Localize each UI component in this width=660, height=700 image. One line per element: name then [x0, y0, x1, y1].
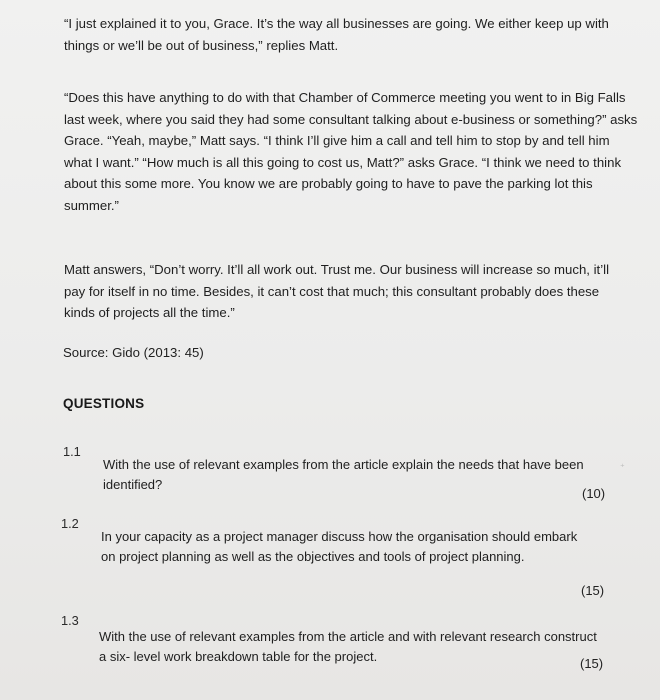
- question-2-number: 1.2: [61, 516, 79, 531]
- question-1-number: 1.1: [63, 444, 81, 459]
- question-2-text: In your capacity as a project manager discuss how the organisation should embark on project planning as well as the objectives and tools of project planning.: [101, 529, 578, 564]
- question-1-marks: (10): [582, 486, 606, 501]
- paragraph-2: “Does this have anything to do with that Chamber of Commerce meeting you went to in Big Falls last week, where you said they had some consultant talking about e-business or something?” asks Grace. “Yeah, maybe,” Matt says. “I think I’ll give him a call and tell him to stop by and tell him what I want.” “How much is all this going to cost us, Matt?” asks Grace. “I think we need to think about this some more. You know we are probably going to have to pave the parking lot this summer.”: [64, 90, 638, 213]
- question-3-marks: (15): [580, 656, 604, 671]
- questions-heading: QUESTIONS: [63, 396, 145, 411]
- paragraph-3: Matt answers, “Don’t worry. It’ll all work out. Trust me. Our business will increase so much, it’ll pay for itself in no time. Besides, it can’t cost that much; this consultant probably does these kinds of projects all the time.”: [64, 262, 609, 320]
- question-3-number: 1.3: [61, 613, 79, 628]
- source-citation: Source: Gido (2013: 45): [63, 345, 204, 360]
- paragraph-1: “I just explained it to you, Grace. It’s the way all businesses are going. We either keep up with things or we’ll be out of business,” replies Matt.: [64, 16, 609, 53]
- question-2-marks: (15): [581, 583, 605, 598]
- question-1-text: With the use of relevant examples from the article explain the needs that have been identified?: [103, 457, 584, 492]
- question-3-text: With the use of relevant examples from the article and with relevant research construct a six- level work breakdown table for the project.: [99, 629, 597, 664]
- paper-speck-decoration: ⁺: [620, 462, 625, 472]
